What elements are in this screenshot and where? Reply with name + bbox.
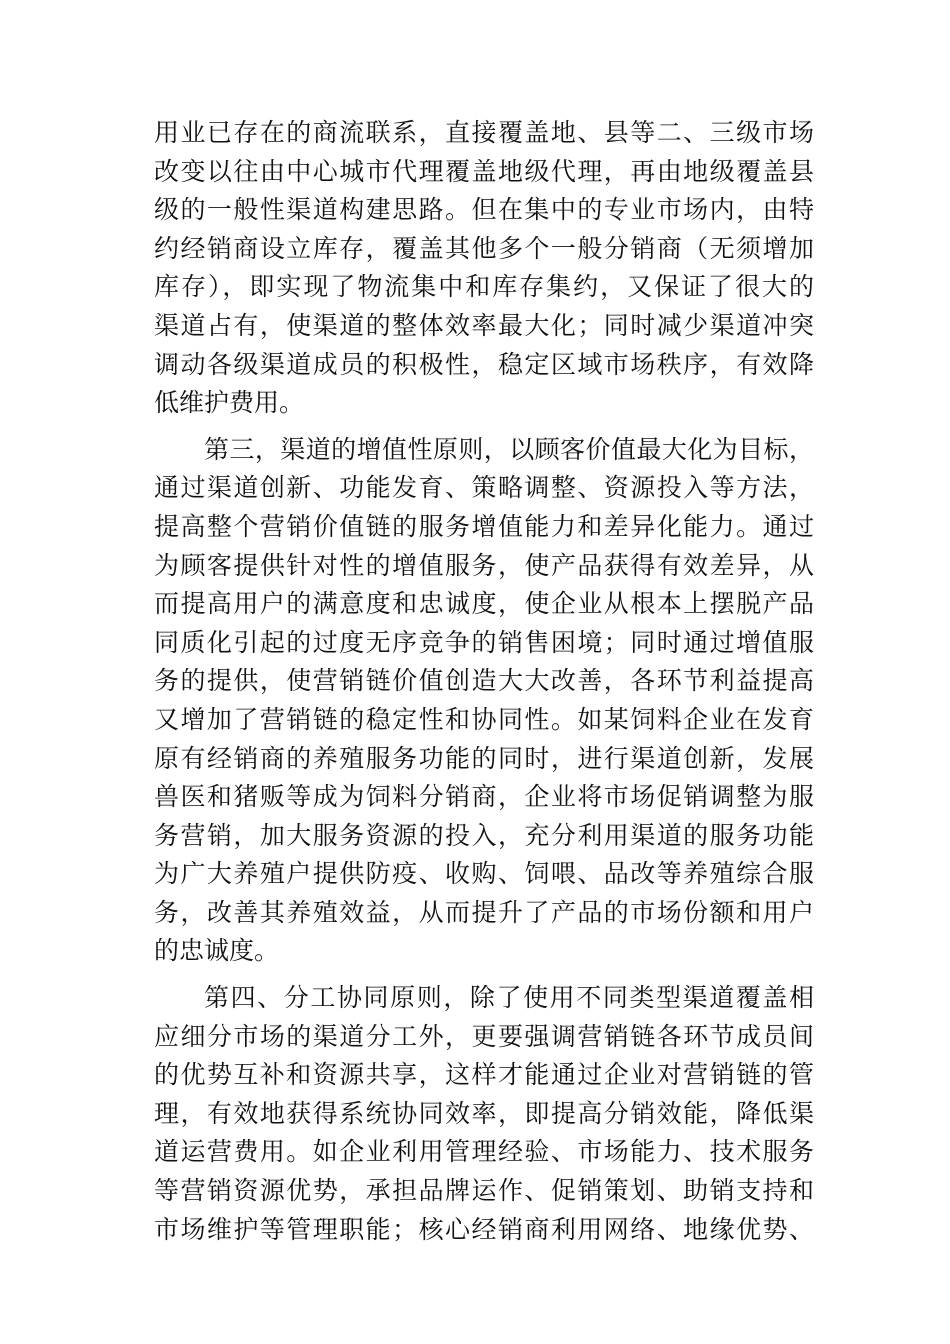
text-line: 务营销，加大服务资源的投入，充分利用渠道的服务功能 [154, 820, 814, 850]
text-line: 市场维护等管理职能；核心经销商利用网络、地缘优势、 [154, 1214, 814, 1244]
text-line: 级的一般性渠道构建思路。但在集中的专业市场内，由特 [154, 195, 814, 225]
text-line: 低维护费用。 [154, 388, 305, 418]
text-line: 约经销商设立库存，覆盖其他多个一般分销商（无须增加 [154, 233, 814, 263]
text-line: 理，有效地获得系统协同效率，即提高分销效能，降低渠 [154, 1098, 814, 1128]
paragraph-1 [154, 114, 814, 423]
text-line: 而提高用户的满意度和忠诚度，使企业从根本上摆脱产品 [154, 589, 814, 619]
text-line: 库存），即实现了物流集中和库存集约，又保证了很大的 [154, 272, 814, 302]
document-body [154, 114, 814, 1257]
text-line: 等营销资源优势，承担品牌运作、促销策划、助销支持和 [154, 1176, 814, 1206]
text-line: 调动各级渠道成员的积极性，稳定区域市场秩序，有效降 [154, 349, 814, 379]
text-line: 同质化引起的过度无序竞争的销售困境；同时通过增值服 [154, 627, 814, 657]
text-line: 的优势互补和资源共享，这样才能通过企业对营销链的管 [154, 1060, 814, 1090]
text-line: 务，改善其养殖效益，从而提升了产品的市场份额和用户 [154, 897, 814, 927]
text-line: 渠道占有，使渠道的整体效率最大化；同时减少渠道冲突 [154, 310, 814, 340]
paragraph-2 [154, 431, 814, 971]
text-line: 应细分市场的渠道分工外，更要强调营销链各环节成员间 [154, 1021, 814, 1051]
text-line: 用业已存在的商流联系，直接覆盖地、县等二、三级市场 [154, 118, 814, 147]
text-line: 为顾客提供针对性的增值服务，使产品获得有效差异，从 [154, 550, 814, 580]
text-line: 又增加了营销链的稳定性和协同性。如某饲料企业在发育 [154, 704, 814, 734]
text-line: 第四、分工协同原则，除了使用不同类型渠道覆盖相 [204, 983, 814, 1013]
text-line: 原有经销商的养殖服务功能的同时，进行渠道创新，发展 [154, 743, 814, 773]
text-line: 通过渠道创新、功能发育、策略调整、资源投入等方法， [154, 473, 814, 503]
text-line: 改变以往由中心城市代理覆盖地级代理，再由地级覆盖县 [154, 156, 814, 186]
text-line: 为广大养殖户提供防疫、收购、饲喂、品改等养殖综合服 [154, 859, 814, 889]
text-line: 的忠诚度。 [154, 936, 280, 966]
text-line: 务的提供，使营销链价值创造大大改善，各环节利益提高 [154, 666, 814, 696]
text-line: 道运营费用。如企业利用管理经验、市场能力、技术服务 [154, 1137, 814, 1167]
text-line: 第三，渠道的增值性原则，以顾客价值最大化为目标， [204, 434, 814, 464]
text-line: 提高整个营销价值链的服务增值能力和差异化能力。通过 [154, 511, 814, 541]
paragraph-3 [154, 979, 814, 1249]
text-line: 兽医和猪贩等成为饲料分销商，企业将市场促销调整为服 [154, 782, 814, 812]
